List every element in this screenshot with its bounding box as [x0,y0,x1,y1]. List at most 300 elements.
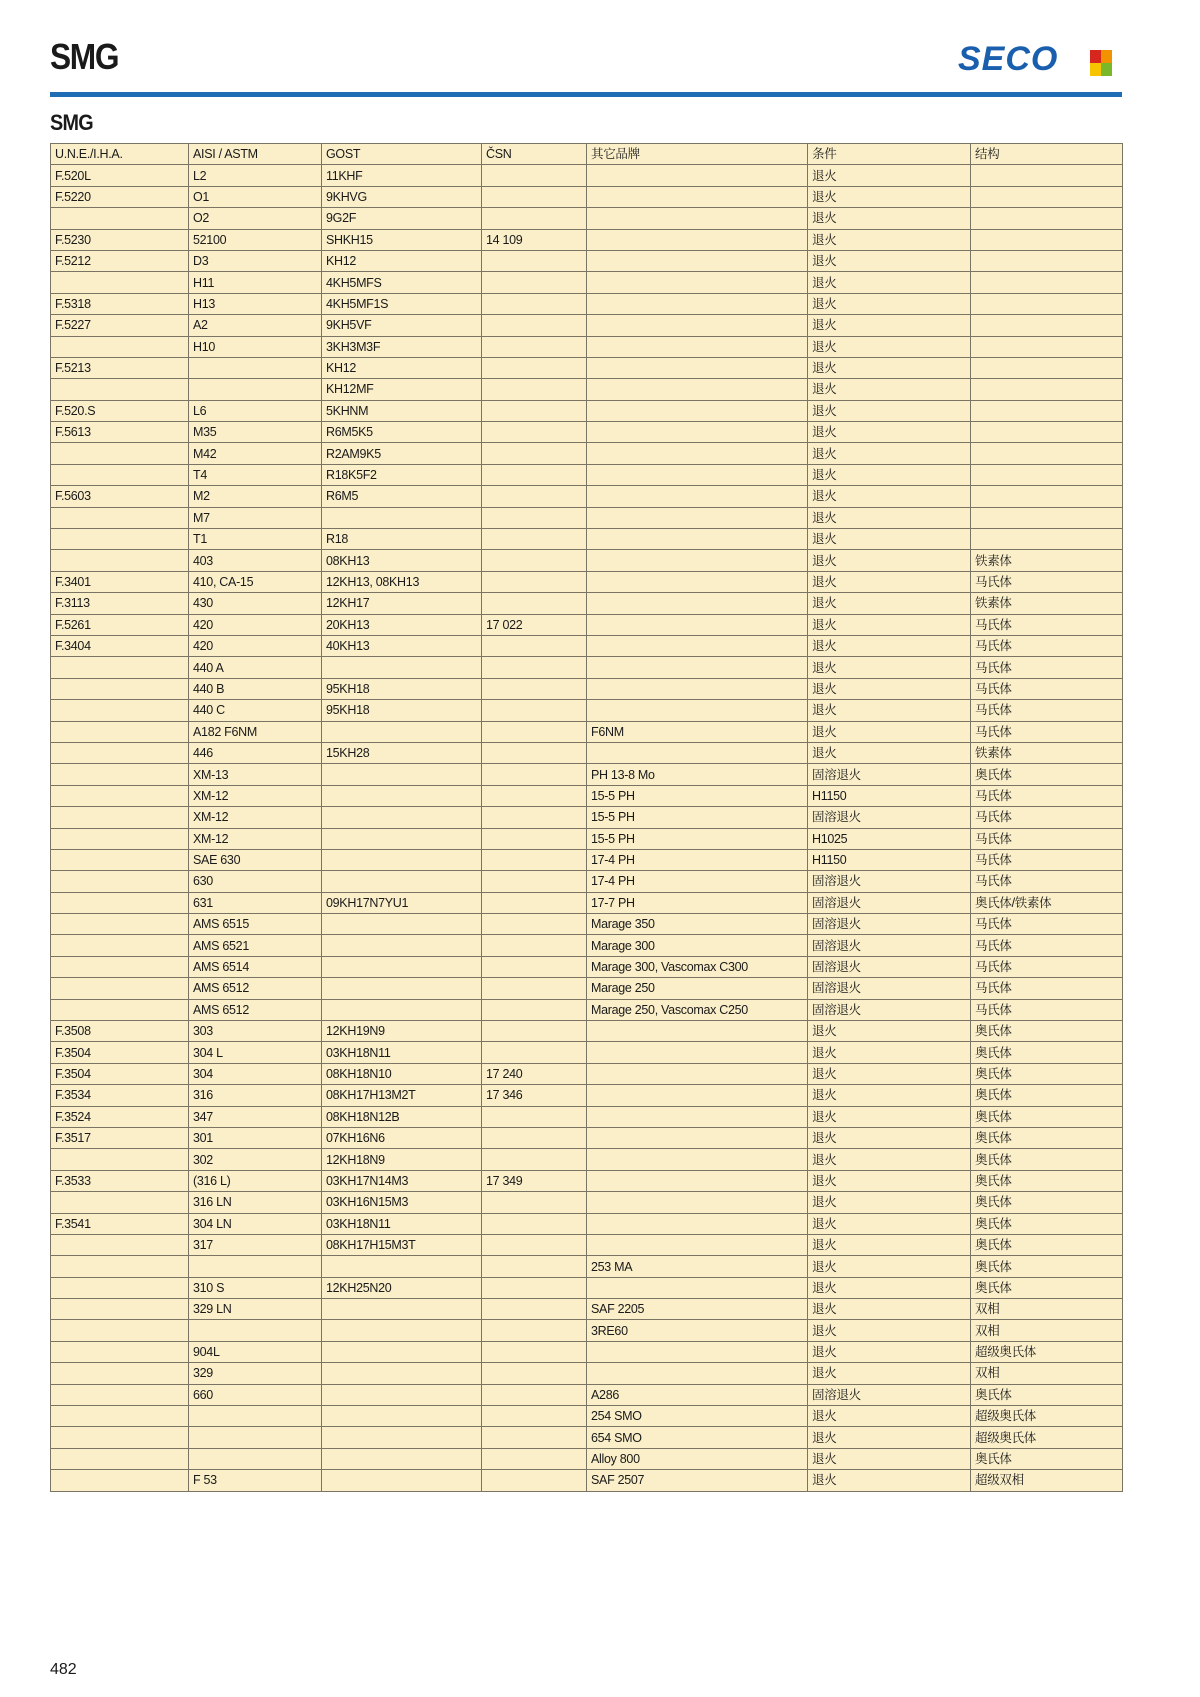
cell-condition: 退火 [808,250,971,271]
cell-csn [482,1299,587,1320]
column-header-une-iha: U.N.E./I.H.A. [51,144,189,165]
cell-structure [971,529,1123,550]
cell-csn [482,999,587,1020]
cell-aisi-astm: A2 [189,315,322,336]
cell-une-iha: F.3524 [51,1106,189,1127]
cell-csn [482,443,587,464]
cell-other-brands [587,422,808,443]
cell-csn [482,315,587,336]
table-row [51,1042,1123,1063]
cell-condition: 退火 [808,635,971,656]
table-row [51,1256,1123,1277]
cell-other-brands: 15-5 PH [587,785,808,806]
cell-other-brands: Alloy 800 [587,1448,808,1469]
cell-structure [971,186,1123,207]
cell-condition: 退火 [808,593,971,614]
cell-aisi-astm: H11 [189,272,322,293]
cell-other-brands: Marage 300 [587,935,808,956]
cell-gost: 4KH5MF1S [322,293,482,314]
cell-gost [322,657,482,678]
cell-aisi-astm: AMS 6514 [189,956,322,977]
cell-csn [482,400,587,421]
cell-structure: 奥氏体 [971,764,1123,785]
cell-condition: 固溶退火 [808,978,971,999]
cell-csn [482,293,587,314]
cell-condition: 退火 [808,1063,971,1084]
table-row [51,721,1123,742]
cell-other-brands [587,165,808,186]
cell-other-brands [587,1085,808,1106]
cell-gost: 03KH18N11 [322,1042,482,1063]
cell-aisi-astm: 302 [189,1149,322,1170]
cell-structure: 马氏体 [971,700,1123,721]
cell-condition: 退火 [808,1106,971,1127]
cell-une-iha [51,1448,189,1469]
cell-other-brands [587,1042,808,1063]
cell-gost: 03KH17N14M3 [322,1170,482,1191]
cell-aisi-astm: AMS 6512 [189,999,322,1020]
table-row [51,507,1123,528]
cell-csn [482,571,587,592]
cell-gost [322,1299,482,1320]
cell-gost: 12KH17 [322,593,482,614]
cell-other-brands [587,357,808,378]
table-row [51,208,1123,229]
cell-condition: 固溶退火 [808,807,971,828]
cell-une-iha [51,935,189,956]
cell-csn [482,1406,587,1427]
table-row [51,1063,1123,1084]
cell-other-brands: Marage 250 [587,978,808,999]
table-row [51,999,1123,1020]
cell-other-brands [587,400,808,421]
cell-gost: R2AM9K5 [322,443,482,464]
cell-csn [482,914,587,935]
cell-condition: 退火 [808,272,971,293]
cell-condition: 退火 [808,1021,971,1042]
table-row [51,1427,1123,1448]
cell-other-brands [587,1127,808,1148]
cell-condition: 退火 [808,336,971,357]
table-row [51,443,1123,464]
table-row [51,635,1123,656]
cell-aisi-astm: O1 [189,186,322,207]
table-row [51,935,1123,956]
table-row [51,657,1123,678]
table-row [51,550,1123,571]
cell-csn: 17 346 [482,1085,587,1106]
cell-condition: 退火 [808,742,971,763]
table-body [51,165,1123,1491]
cell-une-iha [51,785,189,806]
cell-structure: 超级奥氏体 [971,1341,1123,1362]
cell-aisi-astm: 904L [189,1341,322,1362]
cell-csn [482,721,587,742]
cell-csn [482,1106,587,1127]
cell-condition: 退火 [808,1470,971,1491]
cell-gost [322,828,482,849]
cell-other-brands [587,1234,808,1255]
cell-aisi-astm: 52100 [189,229,322,250]
cell-csn: 17 022 [482,614,587,635]
cell-condition: 退火 [808,443,971,464]
cell-other-brands [587,507,808,528]
table-row [51,892,1123,913]
table-row [51,1149,1123,1170]
cell-aisi-astm: L2 [189,165,322,186]
table-row [51,807,1123,828]
cell-other-brands: 15-5 PH [587,807,808,828]
cell-gost [322,1363,482,1384]
cell-aisi-astm: 631 [189,892,322,913]
table-row [51,1021,1123,1042]
cell-other-brands [587,250,808,271]
cell-other-brands [587,550,808,571]
table-row [51,379,1123,400]
cell-aisi-astm: (316 L) [189,1170,322,1191]
cell-une-iha [51,1341,189,1362]
cell-aisi-astm: 446 [189,742,322,763]
table-row [51,571,1123,592]
cell-other-brands [587,486,808,507]
table-row [51,1170,1123,1191]
cell-structure [971,229,1123,250]
cell-structure: 奥氏体 [971,1256,1123,1277]
cell-gost: 09KH17N7YU1 [322,892,482,913]
cell-structure: 超级双相 [971,1470,1123,1491]
cell-other-brands: Marage 300, Vascomax C300 [587,956,808,977]
cell-other-brands: A286 [587,1384,808,1405]
cell-une-iha [51,914,189,935]
cell-csn: 17 240 [482,1063,587,1084]
cell-structure: 双相 [971,1320,1123,1341]
column-header-structure: 结构 [971,144,1123,165]
cell-une-iha: F.5220 [51,186,189,207]
cell-une-iha [51,1427,189,1448]
cell-une-iha: F.3508 [51,1021,189,1042]
cell-gost: R6M5K5 [322,422,482,443]
cell-une-iha [51,1149,189,1170]
cell-structure: 马氏体 [971,935,1123,956]
brand-mark-icon [1090,50,1112,76]
cell-gost: 08KH18N10 [322,1063,482,1084]
cell-other-brands [587,1277,808,1298]
cell-other-brands [587,635,808,656]
cell-structure: 奥氏体 [971,1106,1123,1127]
cell-gost: 20KH13 [322,614,482,635]
table-row [51,422,1123,443]
cell-gost [322,1341,482,1362]
cell-une-iha: F.3517 [51,1127,189,1148]
cell-csn [482,165,587,186]
cell-gost: 08KH18N12B [322,1106,482,1127]
cell-gost [322,1320,482,1341]
cell-condition: H1025 [808,828,971,849]
cell-csn [482,700,587,721]
cell-other-brands [587,208,808,229]
cell-structure: 奥氏体 [971,1192,1123,1213]
cell-une-iha: F.5318 [51,293,189,314]
cell-structure [971,379,1123,400]
cell-condition: 退火 [808,165,971,186]
cell-csn [482,1427,587,1448]
table-row [51,614,1123,635]
cell-aisi-astm: 316 [189,1085,322,1106]
cell-une-iha: F.5212 [51,250,189,271]
cell-structure: 马氏体 [971,678,1123,699]
cell-structure: 奥氏体 [971,1063,1123,1084]
cell-aisi-astm: 304 L [189,1042,322,1063]
cell-gost: 03KH16N15M3 [322,1192,482,1213]
cell-une-iha [51,828,189,849]
cell-structure: 奥氏体 [971,1085,1123,1106]
cell-aisi-astm: XM-13 [189,764,322,785]
table-row [51,764,1123,785]
cell-other-brands [587,336,808,357]
cell-aisi-astm: 329 LN [189,1299,322,1320]
cell-other-brands [587,657,808,678]
cell-other-brands [587,1170,808,1191]
table-row [51,250,1123,271]
cell-condition: 退火 [808,571,971,592]
cell-aisi-astm: 440 A [189,657,322,678]
cell-other-brands: PH 13-8 Mo [587,764,808,785]
cell-condition: 退火 [808,400,971,421]
cell-aisi-astm: D3 [189,250,322,271]
cell-structure [971,486,1123,507]
cell-une-iha: F.520L [51,165,189,186]
cell-other-brands [587,293,808,314]
cell-condition: 退火 [808,614,971,635]
cell-aisi-astm: A182 F6NM [189,721,322,742]
cell-csn [482,678,587,699]
cell-structure [971,422,1123,443]
seco-logo [958,40,1118,80]
cell-condition: 退火 [808,464,971,485]
cell-condition: 退火 [808,357,971,378]
cell-gost [322,507,482,528]
cell-condition: 退火 [808,229,971,250]
cell-condition: 退火 [808,1320,971,1341]
cell-aisi-astm: 440 B [189,678,322,699]
cell-structure: 马氏体 [971,657,1123,678]
cell-aisi-astm [189,1448,322,1469]
cell-gost [322,1256,482,1277]
cell-csn [482,593,587,614]
table-row [51,315,1123,336]
cell-csn [482,1021,587,1042]
table-row [51,1299,1123,1320]
cell-gost [322,956,482,977]
cell-csn [482,250,587,271]
cell-other-brands [587,1106,808,1127]
cell-une-iha [51,379,189,400]
cell-csn [482,272,587,293]
cell-gost [322,1427,482,1448]
cell-other-brands: 17-4 PH [587,871,808,892]
cell-csn [482,550,587,571]
cell-aisi-astm: XM-12 [189,828,322,849]
cell-other-brands: 15-5 PH [587,828,808,849]
table-row [51,1234,1123,1255]
cell-aisi-astm [189,379,322,400]
table-row [51,1085,1123,1106]
cell-structure: 奥氏体 [971,1213,1123,1234]
cell-csn [482,742,587,763]
cell-condition: 固溶退火 [808,892,971,913]
cell-structure [971,293,1123,314]
cell-une-iha [51,507,189,528]
cell-structure: 马氏体 [971,721,1123,742]
column-header-other-brands: 其它品牌 [587,144,808,165]
column-header-condition: 条件 [808,144,971,165]
cell-aisi-astm: 430 [189,593,322,614]
cell-une-iha [51,1320,189,1341]
header-rule [50,92,1122,97]
cell-une-iha: F.5213 [51,357,189,378]
cell-condition: 退火 [808,1149,971,1170]
cell-aisi-astm: SAE 630 [189,849,322,870]
cell-csn [482,1213,587,1234]
cell-csn [482,1320,587,1341]
cell-csn [482,807,587,828]
table-header-row [51,144,1123,165]
cell-other-brands [587,443,808,464]
cell-aisi-astm: 410, CA-15 [189,571,322,592]
cell-aisi-astm [189,1320,322,1341]
cell-csn [482,507,587,528]
cell-condition: 退火 [808,1363,971,1384]
cell-csn [482,935,587,956]
cell-gost: 95KH18 [322,700,482,721]
cell-gost [322,871,482,892]
cell-condition: 退火 [808,1085,971,1106]
cell-structure: 马氏体 [971,956,1123,977]
table-row [51,1277,1123,1298]
table-row [51,700,1123,721]
cell-condition: H1150 [808,785,971,806]
cell-condition: 固溶退火 [808,871,971,892]
cell-structure [971,464,1123,485]
cell-structure: 马氏体 [971,807,1123,828]
cell-csn [482,208,587,229]
cell-aisi-astm: AMS 6512 [189,978,322,999]
cell-condition: H1150 [808,849,971,870]
cell-aisi-astm: L6 [189,400,322,421]
cell-csn [482,1127,587,1148]
cell-condition: 固溶退火 [808,956,971,977]
cell-structure: 奥氏体 [971,1448,1123,1469]
cell-aisi-astm: 301 [189,1127,322,1148]
cell-gost: 5KHNM [322,400,482,421]
cell-gost [322,1384,482,1405]
cell-aisi-astm: 304 LN [189,1213,322,1234]
cell-une-iha [51,700,189,721]
table-row [51,1384,1123,1405]
cell-aisi-astm: M42 [189,443,322,464]
cell-condition: 退火 [808,657,971,678]
cell-other-brands [587,1021,808,1042]
cell-other-brands: 254 SMO [587,1406,808,1427]
table-row [51,1363,1123,1384]
cell-condition: 固溶退火 [808,914,971,935]
table-row [51,1106,1123,1127]
cell-other-brands: SAF 2205 [587,1299,808,1320]
cell-csn [482,1384,587,1405]
cell-csn [482,486,587,507]
cell-condition: 固溶退火 [808,999,971,1020]
cell-aisi-astm: AMS 6521 [189,935,322,956]
cell-csn [482,1256,587,1277]
cell-condition: 退火 [808,678,971,699]
cell-une-iha [51,1406,189,1427]
cell-une-iha [51,657,189,678]
cell-structure: 超级奥氏体 [971,1427,1123,1448]
cell-gost: 08KH17H15M3T [322,1234,482,1255]
cell-csn: 14 109 [482,229,587,250]
cell-gost: 12KH25N20 [322,1277,482,1298]
cell-structure [971,315,1123,336]
cell-other-brands: Marage 250, Vascomax C250 [587,999,808,1020]
table-row [51,357,1123,378]
table-row [51,593,1123,614]
cell-structure: 铁素体 [971,550,1123,571]
cell-csn [482,956,587,977]
cell-gost [322,1448,482,1469]
cell-structure [971,165,1123,186]
cell-gost [322,721,482,742]
cell-aisi-astm: 316 LN [189,1192,322,1213]
cell-other-brands [587,700,808,721]
table-row [51,1470,1123,1491]
cell-condition: 退火 [808,1299,971,1320]
cell-une-iha [51,871,189,892]
cell-structure: 马氏体 [971,978,1123,999]
table-row [51,742,1123,763]
cell-gost: 08KH17H13M2T [322,1085,482,1106]
cell-structure: 马氏体 [971,828,1123,849]
cell-condition: 退火 [808,1341,971,1362]
table-row [51,785,1123,806]
cell-une-iha: F.3504 [51,1063,189,1084]
table-row [51,1341,1123,1362]
cell-aisi-astm [189,1427,322,1448]
cell-une-iha: F.3404 [51,635,189,656]
cell-gost: 08KH13 [322,550,482,571]
cell-une-iha [51,1470,189,1491]
cell-aisi-astm: H10 [189,336,322,357]
cell-gost: 40KH13 [322,635,482,656]
table-row [51,1320,1123,1341]
cell-une-iha [51,764,189,785]
cell-other-brands [587,1063,808,1084]
cell-une-iha [51,721,189,742]
table-row [51,529,1123,550]
cell-structure: 双相 [971,1363,1123,1384]
cell-condition: 固溶退火 [808,935,971,956]
cell-csn [482,978,587,999]
cell-une-iha: F.5227 [51,315,189,336]
cell-structure: 铁素体 [971,742,1123,763]
cell-structure: 奥氏体 [971,1234,1123,1255]
cell-structure: 奥氏体 [971,1042,1123,1063]
cell-gost: 95KH18 [322,678,482,699]
cell-csn [482,635,587,656]
cell-une-iha [51,1277,189,1298]
cell-aisi-astm: 630 [189,871,322,892]
cell-condition: 退火 [808,379,971,400]
cell-csn [482,1192,587,1213]
